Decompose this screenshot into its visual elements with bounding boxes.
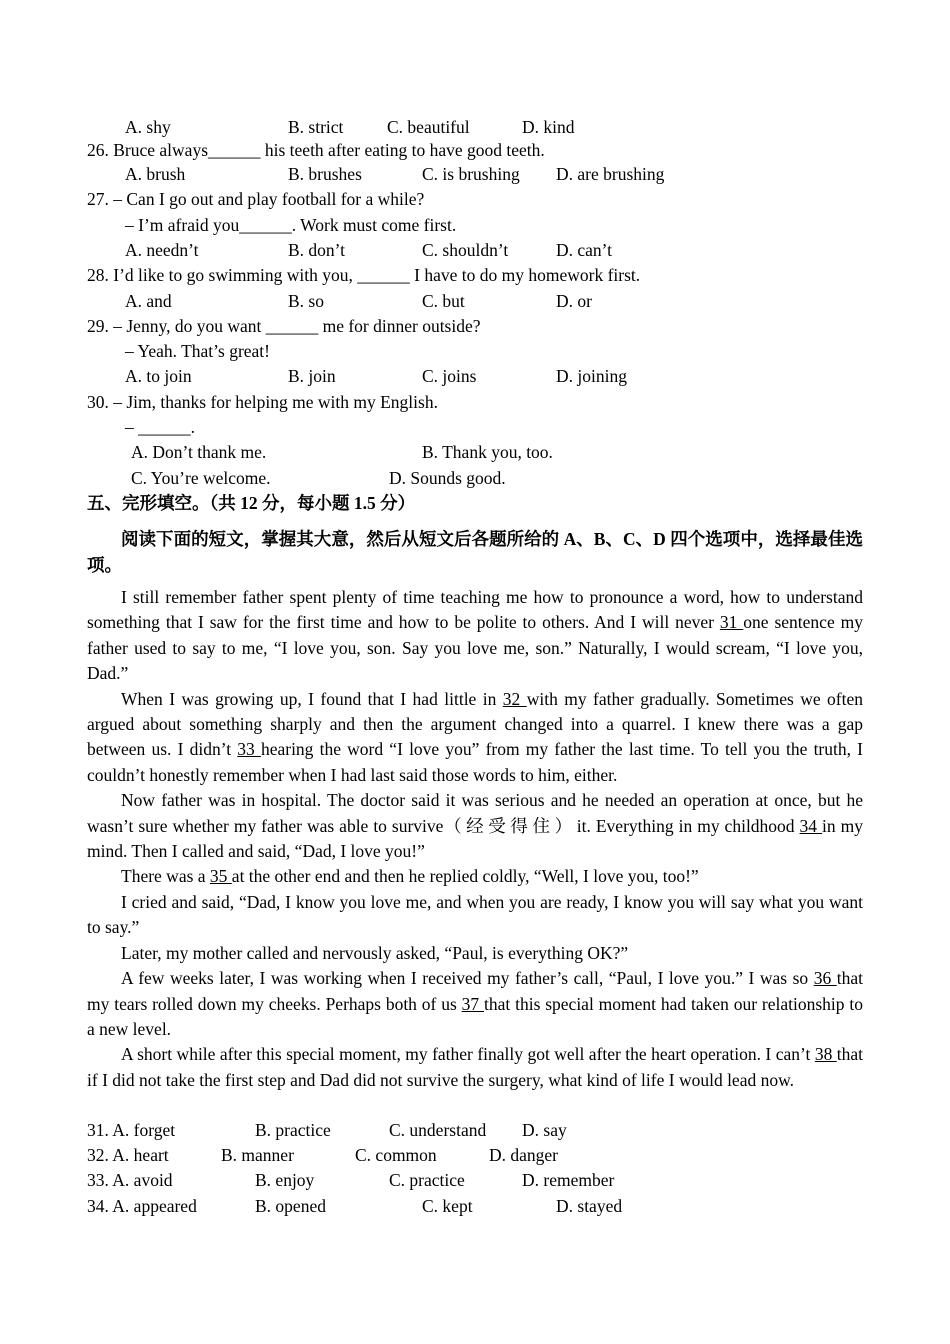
blank-31: 31 (719, 612, 744, 633)
q28-stem: 28. I’d like to go swimming with you, ______ I have to do my homework first. (87, 265, 641, 285)
q32-option-a: 32. A. heart (87, 1145, 169, 1165)
q26-option-c: C. is brushing (422, 164, 520, 184)
q27-option-d: D. can’t (556, 240, 613, 260)
q34-option-b: B. opened (255, 1196, 326, 1216)
q29-option-c: C. joins (422, 366, 477, 386)
chinese-gloss: （经受得住） (443, 815, 577, 836)
passage-paragraph-6: Later, my mother called and nervously asked, “Paul, is everything OK?” (121, 942, 629, 963)
q27-option-c: C. shouldn’t (422, 240, 509, 260)
q30-option-d: D. Sounds good. (389, 468, 506, 488)
q34-option-a: 34. A. appeared (87, 1196, 197, 1216)
q31-option-c: C. understand (389, 1120, 487, 1140)
q29-stem: 29. – Jenny, do you want ______ me for dinner outside? (87, 316, 481, 336)
q27-option-a: A. needn’t (125, 240, 199, 260)
blank-36: 36 (813, 968, 837, 989)
passage-paragraph-4: There was a 35 at the other end and then he replied coldly, “Well, I love you, too!” (121, 866, 699, 887)
q28-option-c: C. but (422, 291, 465, 311)
q31-option-a: 31. A. forget (87, 1120, 176, 1140)
q28-option-b: B. so (288, 291, 324, 311)
passage-paragraph-3: Now father was in hospital. The doctor said it was serious and he needed an operation at once, but he wasn’t sure whether my father was able to survive（经受得住）it. Everything in my childhood 34 in my mind. Then I called and said, “Dad, I love you!” (87, 790, 864, 862)
q27-stem: 27. – Can I go out and play football for a while? (87, 189, 425, 209)
q33-option-a: 33. A. avoid (87, 1170, 173, 1190)
q33-option-b: B. enjoy (255, 1170, 315, 1190)
passage-paragraph-8: A short while after this special moment, my father finally got well after the heart operation. I can’t 38 that if I did not take the first step and Dad did not survive the surgery, what kind of life I would lead now. (87, 1044, 864, 1090)
q26-option-b: B. brushes (288, 164, 362, 184)
passage-paragraph-1: I still remember father spent plenty of time teaching me how to pronounce a word, how to understand something that I saw for the first time and how to be polite to others. And I will never 31 one sentence my father used to say to me, “I love you, son. Say you love me, son.” Naturally, I would scream, “I love you, Dad.” (87, 587, 863, 684)
section-instruction: 阅读下面的短文，掌握其大意，然后从短文后各题所给的 A、B、C、D 四个选项中，选择最佳选项。 (87, 529, 863, 575)
q26-option-a: A. brush (125, 164, 186, 184)
q25-option-c: C. beautiful (387, 117, 470, 137)
q29-reply: – Yeah. That’s great! (125, 341, 270, 361)
q30-reply: – ______. (125, 417, 195, 437)
q33-option-c: C. practice (389, 1170, 465, 1190)
q28-option-a: A. and (125, 291, 172, 311)
q31-option-b: B. practice (255, 1120, 331, 1140)
passage-paragraph-5: I cried and said, “Dad, I know you love me, and when you are ready, I know you will say what you want to say.” (87, 891, 863, 938)
q30-option-b: B. Thank you, too. (422, 442, 553, 462)
q26-option-d: D. are brushing (556, 164, 665, 184)
cloze-passage (87, 585, 863, 1093)
passage-paragraph-7: A few weeks later, I was working when I received my father’s call, “Paul, I love you.” I was so 36 that my tears rolled down my cheeks. Perhaps both of us 37 that this special moment had taken our relationship to a new level. (87, 968, 864, 1039)
q33-option-d: D. remember (522, 1170, 615, 1190)
q25-option-d: D. kind (522, 117, 575, 137)
passage-paragraph-2: When I was growing up, I found that I had little in 32 with my father gradually. Sometimes we often argued about something sharply and then the argument changed into a quarrel. I knew there was a gap between us. I didn’t 33 hearing the word “I love you” from my father the last time. To tell you the truth, I couldn’t honestly remember when I had last said those words to him, either. (87, 688, 864, 785)
q30-option-c: C. You’re welcome. (131, 468, 271, 488)
q27-reply: – I’m afraid you______. Work must come first. (125, 215, 457, 235)
q29-option-a: A. to join (125, 366, 192, 386)
q34-option-d: D. stayed (556, 1196, 623, 1216)
q28-option-d: D. or (556, 291, 592, 311)
q30-option-a: A. Don’t thank me. (131, 442, 267, 462)
q25-option-a: A. shy (125, 117, 171, 137)
blank-37: 37 (461, 993, 484, 1014)
q32-option-d: D. danger (489, 1145, 559, 1165)
q32-option-c: C. common (355, 1145, 437, 1165)
q29-option-d: D. joining (556, 366, 627, 386)
q34-option-c: C. kept (422, 1196, 473, 1216)
blank-33: 33 (237, 739, 261, 760)
blank-34: 34 (799, 815, 823, 836)
q30-stem: 30. – Jim, thanks for helping me with my English. (87, 392, 438, 412)
blank-35: 35 (209, 866, 232, 887)
q31-option-d: D. say (522, 1120, 567, 1140)
q25-option-b: B. strict (288, 117, 344, 137)
section-heading: 五、完形填空。（共 12 分，每小题 1.5 分） (87, 493, 416, 513)
q32-option-b: B. manner (221, 1145, 294, 1165)
q27-option-b: B. don’t (288, 240, 346, 260)
q29-option-b: B. join (288, 366, 336, 386)
blank-38: 38 (814, 1044, 837, 1065)
blank-32: 32 (502, 688, 527, 709)
q26-stem: 26. Bruce always______ his teeth after eating to have good teeth. (87, 140, 545, 160)
